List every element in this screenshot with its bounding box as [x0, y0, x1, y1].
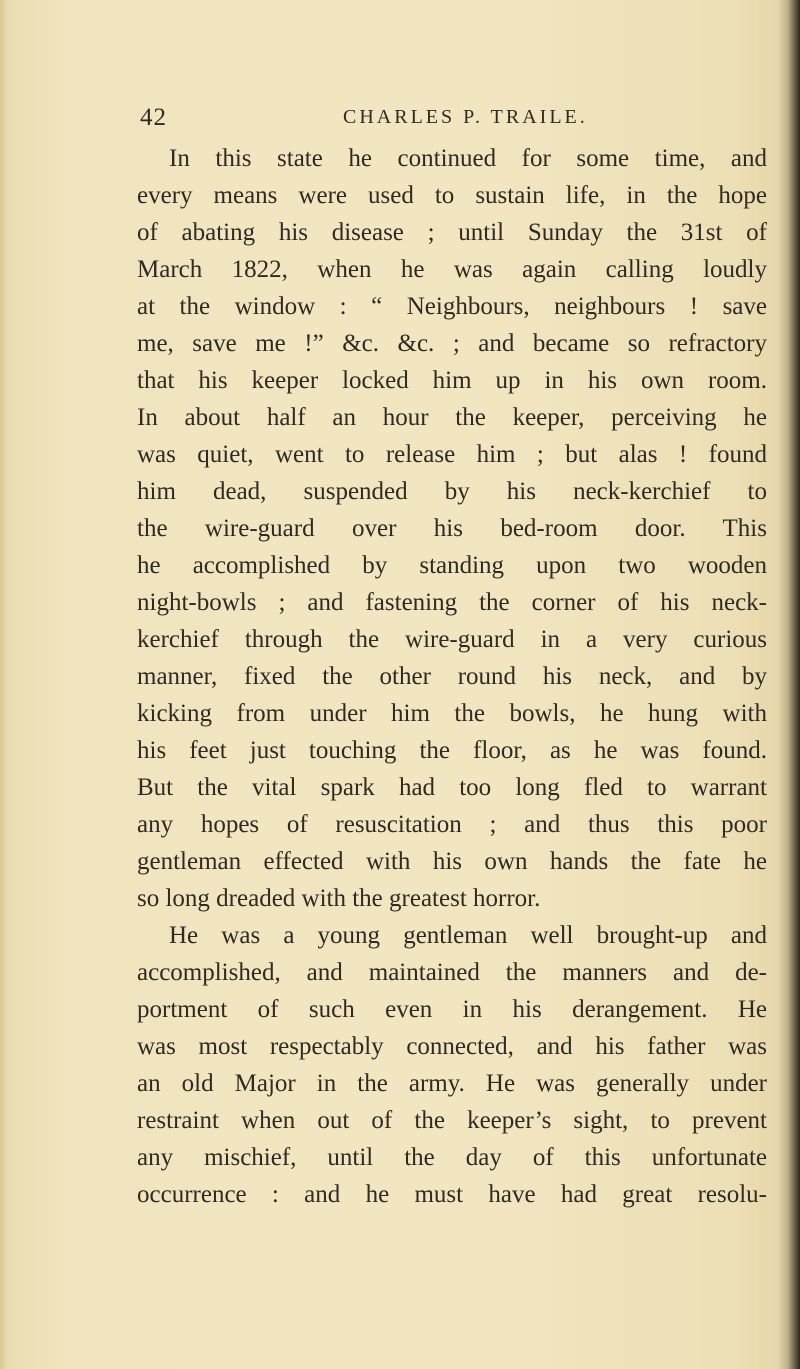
page-number: 42 [140, 104, 167, 131]
text-line: of abating his disease ; until Sunday the 31st of [137, 219, 767, 246]
text-line: portment of such even in his derangement. He [137, 996, 767, 1023]
text-line: night-bowls ; and fastening the corner of his neck- [137, 589, 767, 616]
text-line: every means were used to sustain life, in the hope [137, 182, 767, 209]
text-line: any mischief, until the day of this unfortunate [137, 1144, 767, 1171]
text-line: kerchief through the wire-guard in a very curious [137, 626, 767, 653]
text-line: the wire-guard over his bed-room door. This [137, 515, 767, 542]
text-line: was quiet, went to release him ; but alas ! found [137, 441, 767, 468]
text-line: He was a young gentleman well brought-up and [169, 922, 767, 949]
text-line: March 1822, when he was again calling loudly [137, 256, 767, 283]
text-line: manner, fixed the other round his neck, and by [137, 663, 767, 690]
text-line: any hopes of resuscitation ; and thus this poor [137, 811, 767, 838]
text-line: me, save me !” &c. &c. ; and became so refractory [137, 330, 767, 357]
text-line: so long dreaded with the greatest horror. [137, 885, 541, 912]
text-line: him dead, suspended by his neck-kerchief to [137, 478, 767, 505]
text-line: at the window : “ Neighbours, neighbours ! save [137, 293, 767, 320]
text-line: his feet just touching the floor, as he was found. [137, 737, 767, 764]
text-line: In this state he continued for some time, and [169, 145, 767, 172]
text-line: occurrence : and he must have had great resolu- [137, 1181, 767, 1208]
text-line: he accomplished by standing upon two wooden [137, 552, 767, 579]
text-line: In about half an hour the keeper, perceiving he [137, 404, 767, 431]
text-line: that his keeper locked him up in his own room. [137, 367, 767, 394]
text-line: kicking from under him the bowls, he hung with [137, 700, 767, 727]
page-left-edge [0, 0, 8, 1369]
page-right-edge-shadow [778, 0, 800, 1369]
text-line: restraint when out of the keeper’s sight, to prevent [137, 1107, 767, 1134]
body-text [137, 140, 767, 1213]
text-line: gentleman effected with his own hands the fate he [137, 848, 767, 875]
text-line: an old Major in the army. He was generally under [137, 1070, 767, 1097]
text-line: But the vital spark had too long fled to warrant [137, 774, 767, 801]
text-line: accomplished, and maintained the manners and de- [137, 959, 767, 986]
running-head: CHARLES P. TRAILE. [343, 106, 588, 128]
text-line: was most respectably connected, and his father was [137, 1033, 767, 1060]
page-header [140, 104, 760, 136]
